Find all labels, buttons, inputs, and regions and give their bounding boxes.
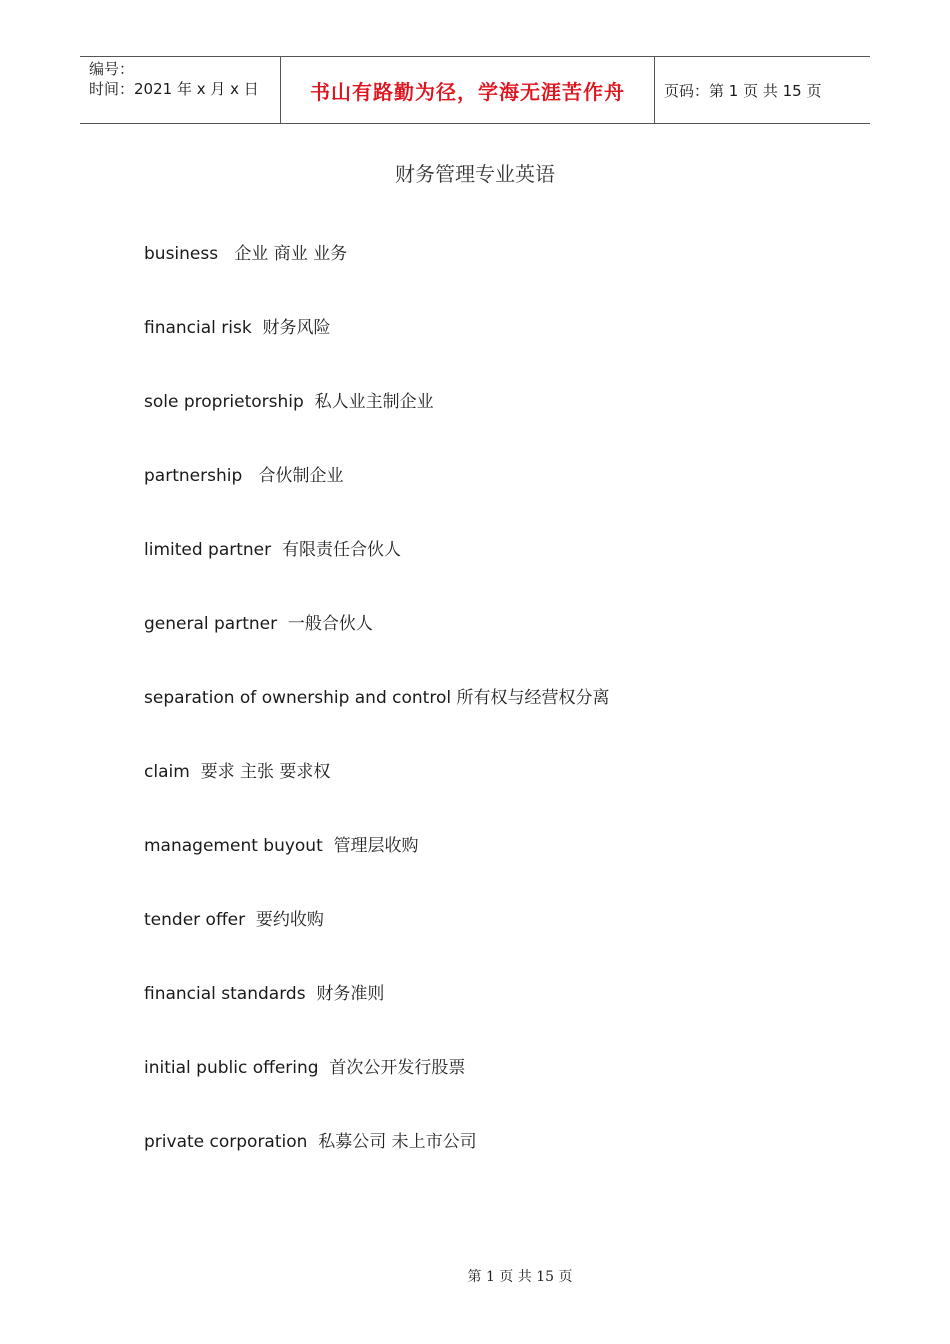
term-english: initial public offering — [144, 1058, 319, 1078]
term-english: claim — [144, 762, 190, 782]
term-item — [144, 388, 610, 462]
term-english: partnership — [144, 466, 243, 486]
term-item — [144, 906, 610, 980]
header-page-cell — [655, 57, 870, 123]
term-item — [144, 758, 610, 832]
term-english: management buyout — [144, 836, 323, 856]
term-english: limited partner — [144, 540, 272, 560]
term-chinese: 财务准则 — [316, 984, 385, 1004]
term-english: business — [144, 244, 219, 264]
header-meta-cell — [80, 57, 281, 123]
term-chinese: 所有权与经营权分离 — [456, 688, 610, 708]
term-list — [144, 240, 610, 1202]
header-table — [80, 56, 870, 124]
page-footer: 第 1 页 共 15 页 — [467, 1269, 573, 1285]
term-english: general partner — [144, 614, 278, 634]
term-item — [144, 1128, 610, 1202]
document-number-label: 编号： — [89, 60, 135, 78]
term-chinese: 管理层收购 — [333, 836, 419, 856]
term-english: private corporation — [144, 1132, 308, 1152]
term-english: tender offer — [144, 910, 246, 930]
term-chinese: 要求 主张 要求权 — [200, 762, 331, 782]
term-item — [144, 1054, 610, 1128]
term-english: financial risk — [144, 318, 252, 338]
term-item — [144, 684, 610, 758]
term-item — [144, 980, 610, 1054]
term-english: separation of ownership and control — [144, 688, 452, 708]
term-item — [144, 536, 610, 610]
term-english: financial standards — [144, 984, 306, 1004]
term-chinese: 有限责任合伙人 — [281, 540, 401, 560]
header-motto-cell — [281, 57, 655, 123]
document-date-label: 时间：2021 年 x 月 x 日 — [89, 80, 259, 98]
term-chinese: 合伙制企业 — [258, 466, 344, 486]
term-chinese: 私募公司 未上市公司 — [318, 1132, 477, 1152]
page-info: 页码：第 1 页 共 15 页 — [664, 81, 822, 100]
term-item — [144, 462, 610, 536]
motto-text: 书山有路勤为径，学海无涯苦作舟 — [310, 79, 625, 104]
term-english: sole proprietorship — [144, 392, 304, 412]
document-title: 财务管理专业英语 — [395, 162, 555, 186]
term-item — [144, 240, 610, 314]
term-chinese: 要约收购 — [255, 910, 324, 930]
term-chinese: 企业 商业 业务 — [234, 244, 348, 264]
term-item — [144, 610, 610, 684]
term-chinese: 私人业主制企业 — [314, 392, 434, 412]
term-chinese: 首次公开发行股票 — [329, 1058, 466, 1078]
term-item — [144, 832, 610, 906]
term-chinese: 财务风险 — [262, 318, 331, 338]
term-item — [144, 314, 610, 388]
term-chinese: 一般合伙人 — [287, 614, 373, 634]
